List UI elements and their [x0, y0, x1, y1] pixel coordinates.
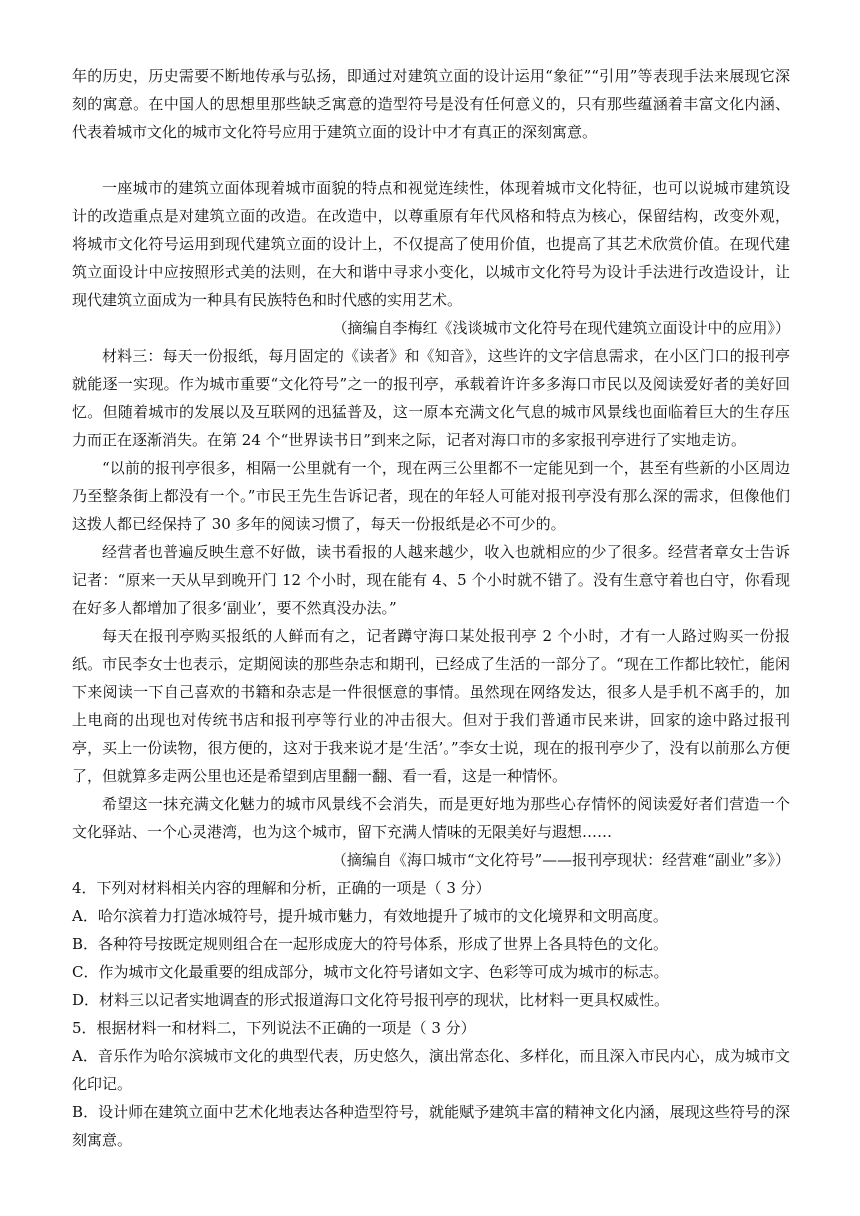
paragraph-operator-quote: 经营者也普遍反映生意不好做，读书看报的人越来越少，收入也就相应的少了很多。经营者章女士告诉记者：“原来一天从早到晚开门 12 个小时，现在能有 4、5 个小时就不错了。没有生意守着也白守，你看现在好多人都增加了很多‘副业’，要不然真没办法。” — [72, 543, 790, 617]
paragraph-building-facade: 一座城市的建筑立面体现着城市面貌的特点和视觉连续性，体现着城市文化特征，也可以说城市建筑设计的改造重点是对建筑立面的改造。在改造中，以尊重原有年代风格和特点为核心，保留结构，改变外观，将城市文化符号运用到现代建筑立面的设计上，不仅提高了使用价值，也提高了其艺术欣赏价值。在现代建筑立面设计中应按照形式美的法则，在大和谐中寻求小变化，以城市文化符号为设计手法进行改造设计，让现代建筑立面成为一种具有民族特色和时代感的实用艺术。 — [72, 179, 790, 309]
question-4-option-a: A．哈尔滨着力打造冰城符号，提升城市魅力，有效地提升了城市的文化境界和文明高度。 — [72, 907, 668, 925]
source-citation-material-3: （摘编自《海口城市“文化符号”——报刊亭现状：经营难“副业”多》） — [331, 851, 790, 869]
question-4-option-c: C．作为城市文化最重要的组成部分，城市文化符号诸如文字、色彩等可成为城市的标志。 — [72, 963, 669, 981]
source-citation-material-2: （摘编自李梅红《浅谈城市文化符号在现代建筑立面设计中的应用》） — [332, 319, 790, 337]
paragraph-mr-wang-quote: “以前的报刊亭很多，相隔一公里就有一个，现在两三公里都不一定能见到一个，甚至有些新的小区周边乃至整条街上都没有一个。”市民王先生告诉记者，现在的年轻人可能对报刊亭没有那么深的需求，但像他们这拨人都已经保持了 30 多年的阅读习惯了，每天一份报纸是必不可少的。 — [72, 459, 790, 533]
question-4-stem: 4．下列对材料相关内容的理解和分析，正确的一项是（ 3 分） — [72, 879, 491, 897]
question-4-option-d: D．材料三以记者实地调查的形式报道海口文化符号报刊亭的现状，比材料一更具权威性。 — [72, 991, 670, 1009]
question-5-stem: 5．根据材料一和材料二，下列说法不正确的一项是（ 3 分） — [72, 1019, 476, 1037]
paragraph-material-3-intro: 材料三：每天一份报纸，每月固定的《读者》和《知音》，这些许的文字信息需求，在小区门口的报刊亭就能逐一实现。作为城市重要“文化符号”之一的报刊亭，承载着许许多多海口市民以及阅读爱好者的美好回忆。但随着城市的发展以及互联网的迅猛普及，这一原本充满文化气息的城市风景线也面临着巨大的生存压力而正在逐渐消失。在第 24 个“世界读书日”到来之际，记者对海口市的多家报刊亭进行了实地走访。 — [72, 347, 790, 449]
question-4-option-b: B．各种符号按既定规则组合在一起形成庞大的符号体系，形成了世界上各具特色的文化。 — [72, 935, 669, 953]
question-5-option-a: A．音乐作为哈尔滨城市文化的典型代表，历史悠久，演出常态化、多样化，而且深入市民内心，成为城市文化印记。 — [72, 1047, 790, 1093]
paragraph-ms-li-quote: 每天在报刊亭购买报纸的人鲜而有之，记者蹲守海口某处报刊亭 2 个小时，才有一人路过购买一份报纸。市民李女士也表示，定期阅读的那些杂志和期刊，已经成了生活的一部分了。“现在工作都比较忙，能闲下来阅读一下自己喜欢的书籍和杂志是一件很惬意的事情。虽然现在网络发达，很多人是手机不离手的，加上电商的出现也对传统书店和报刊亭等行业的冲击很大。但对于我们普通市民来讲，回家的途中路过报刊亭，买上一份读物，很方便的，这对于我来说才是‘生活’。”李女士说，现在的报刊亭少了，没有以前那么方便了，但就算多走两公里也还是希望到店里翻一翻、看一看，这是一种情怀。 — [72, 627, 790, 785]
paragraph-conclusion: 希望这一抹充满文化魅力的城市风景线不会消失，而是更好地为那些心存情怀的阅读爱好者们营造一个文化驿站、一个心灵港湾，也为这个城市，留下充满人情味的无限美好与遐想…… — [72, 795, 790, 841]
question-5-option-b: B．设计师在建筑立面中艺术化地表达各种造型符号，就能赋予建筑丰富的精神文化内涵，展现这些符号的深刻寓意。 — [72, 1103, 790, 1149]
paragraph-architecture-meaning: 年的历史，历史需要不断地传承与弘扬，即通过对建筑立面的设计运用“象征”“引用”等表现手法来展现它深刻的寓意。在中国人的思想里那些缺乏寓意的造型符号是没有任何意义的，只有那些蕴涵着丰富文化内涵、代表着城市文化的城市文化符号应用于建筑立面的设计中才有真正的深刻寓意。 — [72, 67, 790, 141]
